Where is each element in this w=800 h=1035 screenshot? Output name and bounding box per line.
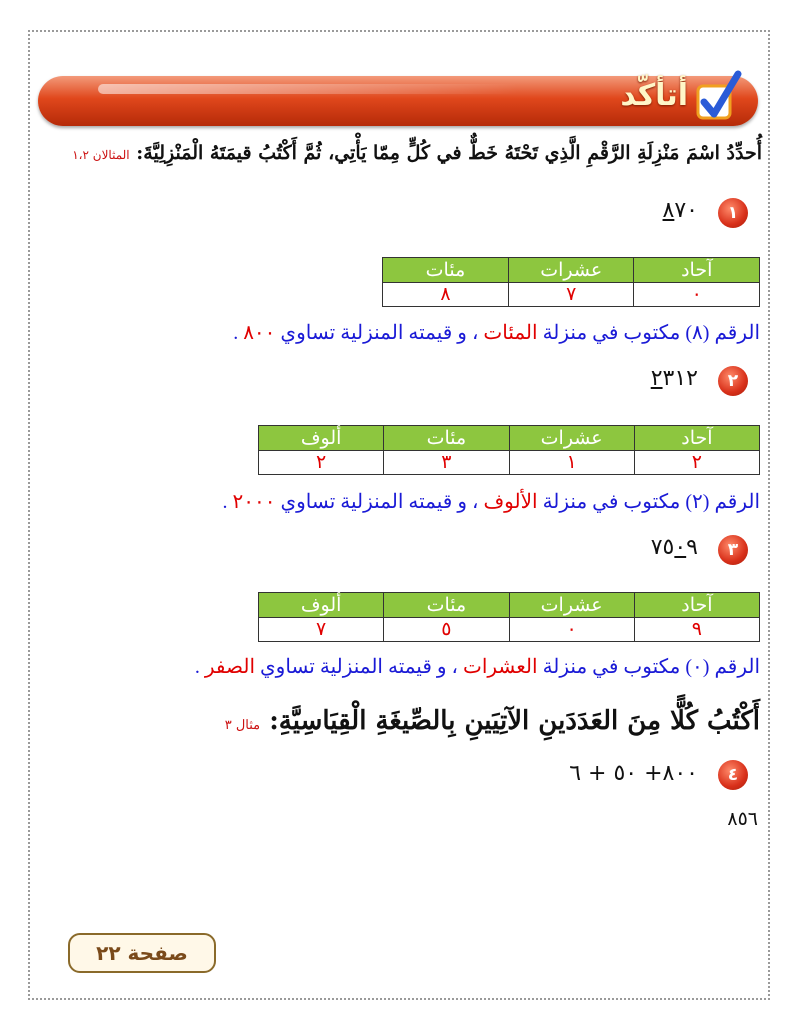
exercise-number: ٢٣١٢ [650,366,698,391]
header-thousands: ألوف [259,593,384,618]
digit-cell: ٧ [259,618,384,642]
exercise-badge: ١ [718,198,748,228]
expression: ٨٠٠+ ٥٠ + ٦ [569,761,698,786]
exercise-badge: ٤ [718,760,748,790]
place-value-table [258,425,760,475]
answer-sentence: الرقم (٠) مكتوب في منزلة العشرات ، و قيمته المنزلية تساوي الصفر . [194,656,760,678]
section-banner [38,76,758,126]
header-thousands: ألوف [259,426,384,451]
instruction-text: أُحدِّدُ اسْمَ مَنْزِلَةِ الرَّقْمِ الَّذِي تَحْتَهُ خَطٌّ في كُلٍّ مِمّا يَأْتِي، ثُمَّ أَكْتُبُ قيمَتَهُ الْمَنْزِلِيَّةَ: المثالان ١،٢ [72,142,762,164]
header-tens: عشرات [509,593,634,618]
place-value-table [258,592,760,642]
digit-cell: ٠ [634,283,760,307]
header-ones: آحاد [634,426,759,451]
header-tens: عشرات [508,258,634,283]
digit-cell: ٥ [384,618,509,642]
header-ones: آحاد [634,258,760,283]
digit-cell: ٨ [383,283,509,307]
digit-cell: ٣ [384,451,509,475]
digit-cell: ١ [509,451,634,475]
exercise-badge: ٢ [718,366,748,396]
digit-cell: ٠ [509,618,634,642]
header-tens: عشرات [509,426,634,451]
standard-form-answer: ٨٥٦ [727,808,758,830]
exercise-number: ٧٥٠٩ [650,535,698,560]
section-heading: أَكْتُبُ كُلًّا مِنَ العَدَدَينِ الآتِيَينِ بِالصِّيغَةِ الْقِيَاسِيَّةِ: مثال ٣ [224,706,760,736]
header-hundreds: مئات [384,426,509,451]
place-value-table [382,257,760,307]
page-frame [28,30,770,1000]
digit-cell: ٧ [508,283,634,307]
example-reference: مثال ٣ [224,718,261,733]
page-number: صفحة ٢٢ [68,933,216,973]
header-hundreds: مئات [383,258,509,283]
digit-cell: ٩ [634,618,759,642]
exercise-number: ٨٧٠ [662,198,698,223]
digit-cell: ٢ [634,451,759,475]
answer-sentence: الرقم (٨) مكتوب في منزلة المئات ، و قيمته المنزلية تساوي ٨٠٠ . [233,322,760,344]
header-hundreds: مئات [384,593,509,618]
digit-cell: ٢ [259,451,384,475]
answer-sentence: الرقم (٢) مكتوب في منزلة الألوف ، و قيمته المنزلية تساوي ٢٠٠٠ . [222,491,760,513]
example-reference: المثالان ١،٢ [72,148,130,162]
exercise-badge: ٣ [718,535,748,565]
checkmark-icon [692,68,742,128]
header-ones: آحاد [634,593,759,618]
banner-title: أتأكّد [620,78,688,113]
